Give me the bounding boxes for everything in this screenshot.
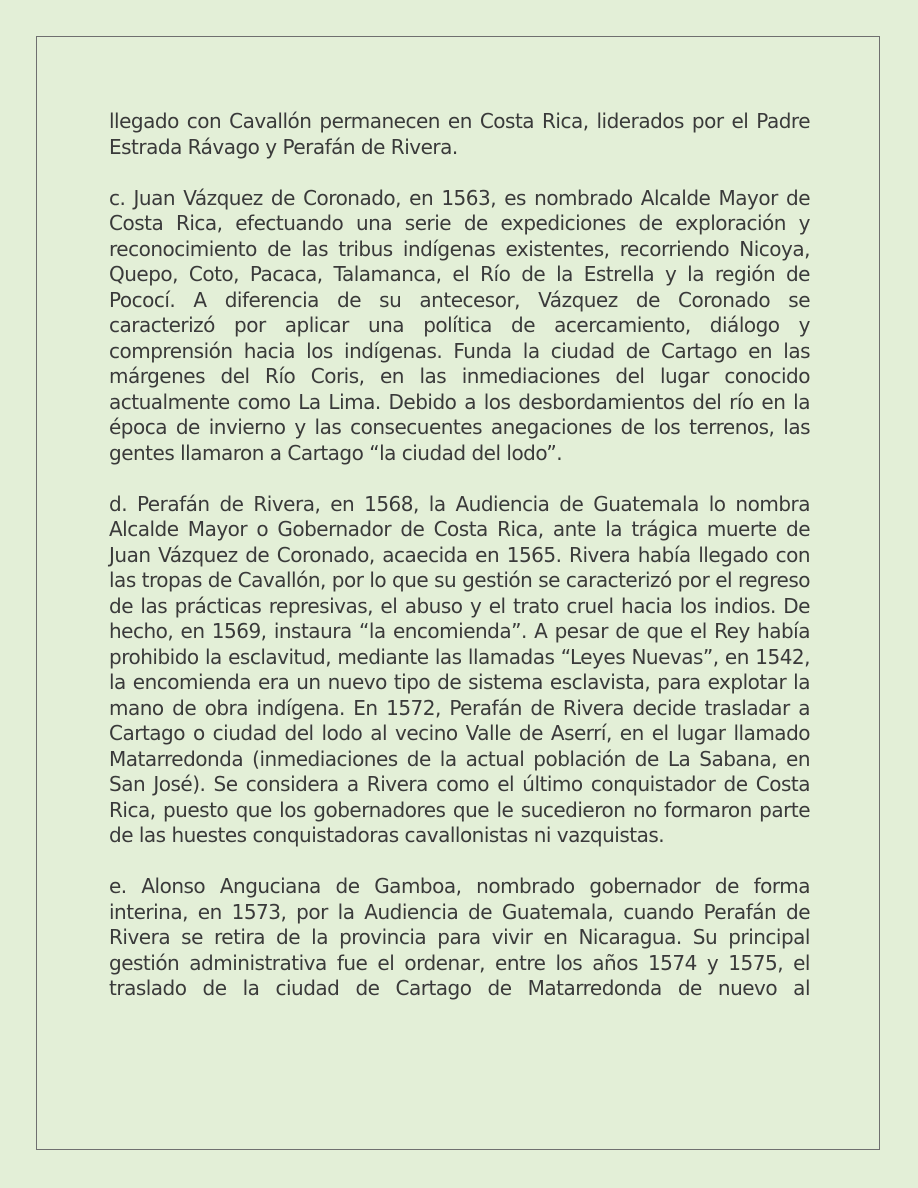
paragraph-perafan-de-rivera: d. Perafán de Rivera, en 1568, la Audiencia de Guatemala lo nombra Alcalde Mayor o Gobernador de Costa Rica, ante la trágica muerte de Juan Vázquez de Coronado, acaecida en 1565. Rivera había llegado con las tropas de Cavallón, por lo que su gestión se caracterizó por el regreso de las prácticas represivas, el abuso y el trato cruel hacia los indios. De hecho, en 1569, instaura “la encomienda”. A pesar de que el Rey había prohibido la esclavitud, mediante las llamadas “Leyes Nuevas”, en 1542, la encomienda era un nuevo tipo de sistema esclavista, para explotar la mano de obra indígena. En 1572, Perafán de Rivera decide trasladar a Cartago o ciudad del lodo al vecino Valle de Aserrí, en el lugar llamado Matarredonda (inmediaciones de la actual población de La Sabana, en San José). Se considera a Rivera como el último conquistador de Costa Rica, puesto que los gobernadores que le sucedieron no formaron parte de las huestes conquistadoras cavallonistas ni vazquistas. bbox=[109, 491, 810, 847]
paragraph-continuation: llegado con Cavallón permanecen en Costa Rica, liderados por el Padre Estrada Rávago y Perafán de Rivera. bbox=[109, 109, 810, 159]
paragraph-vazquez-de-coronado: c. Juan Vázquez de Coronado, en 1563, es nombrado Alcalde Mayor de Costa Rica, efectuando una serie de expediciones de exploración y reconocimiento de las tribus indígenas existentes, recorriendo Nicoya, Quepo, Coto, Pacaca, Talamanca, el Río de la Estrella y la región de Pococí. A diferencia de su antecesor, Vázquez de Coronado se caracterizó por aplicar una política de acercamiento, diálogo y comprensión hacia los indígenas. Funda la ciudad de Cartago en las márgenes del Río Coris, en las inmediaciones del lugar conocido actualmente como La Lima. Debido a los desbordamientos del río en la época de invierno y las consecuentes anegaciones de los terrenos, las gentes llamaron a Cartago “la ciudad del lodo”. bbox=[109, 185, 810, 465]
paragraph-anguciana-de-gamboa: e. Alonso Anguciana de Gamboa, nombrado gobernador de forma interina, en 1573, por la Audiencia de Guatemala, cuando Perafán de Rivera se retira de la provincia para vivir en Nicaragua. Su principal gestión administrativa fue el ordenar, entre los años 1574 y 1575, el traslado de la ciudad de Cartago de Matarredonda de nuevo al bbox=[109, 874, 810, 1000]
document-body bbox=[109, 109, 810, 1027]
